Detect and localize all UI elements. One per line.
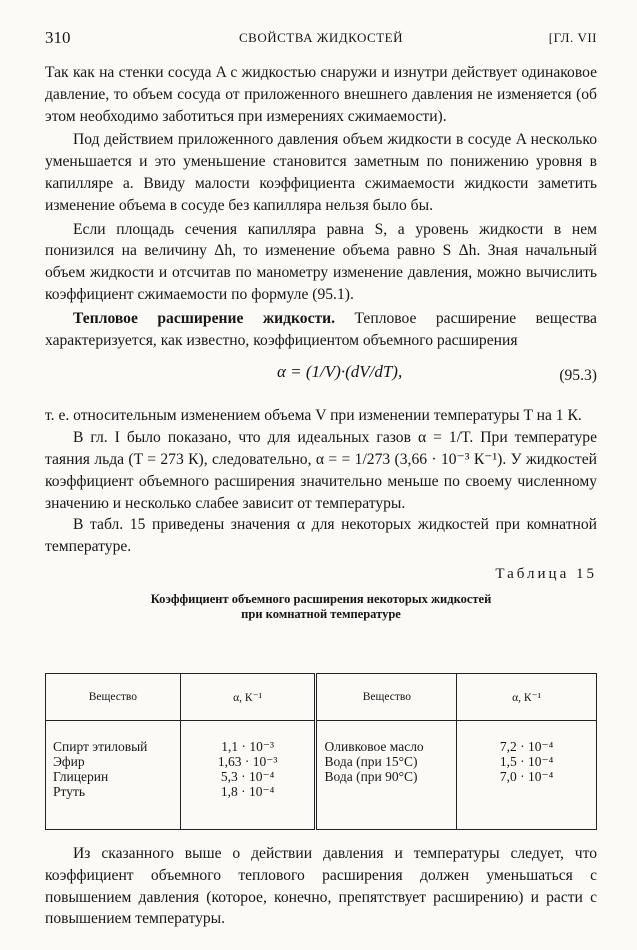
section-paragraph — [45, 308, 597, 352]
paragraph: Под действием приложенного давления объем жидкости в сосуде A несколько уменьшается и это уменьшение становится заметным по понижению уровня в капилляре a. Ввиду малости коэффициента сжимаемости жидкости заметить изменение объема в сосуде без капилляра нельзя было бы. — [45, 131, 597, 214]
paragraph: т. е. относительным изменением объема V при изменении температуры T на 1 К. — [45, 407, 582, 425]
running-title: СВОЙСТВА ЖИДКОСТЕЙ — [239, 30, 403, 45]
paragraph: В гл. I было показано, что для идеальных газов α = 1/T. При температуре таяния льда (T = 273 К), следовательно, α = = 1/273 (3,66 · 10⁻³ К⁻¹). У жидкостей коэффициент объемного расширения значительно меньше по своему численному значению и несколько слабее зависит от температуры. — [45, 429, 597, 512]
page-number: 310 — [45, 28, 71, 47]
substance-name: Спирт этиловый — [53, 739, 148, 754]
substance-name: Вода (при 90°C) — [324, 769, 418, 784]
table-title — [45, 592, 597, 622]
paragraph: Так как на стенки сосуда A с жидкостью снаружи и изнутри действует одинаковое давление, то объем сосуда от приложенного внешнего давления не изменяется (об этом необходимо заботиться при измерениях сжимаемости). — [45, 64, 597, 125]
data-table — [45, 673, 597, 830]
table-header-row — [46, 674, 597, 721]
coefficient-value: 7,2 · 10⁻⁴ — [499, 739, 554, 754]
substance-name: Эфир — [53, 754, 85, 769]
section-text: Тепловое расширение вещества характеризуется, как известно, коэффициентом объемного расширения — [45, 309, 597, 349]
coefficient-value: 5,3 · 10⁻⁴ — [220, 769, 275, 784]
substance-name: Вода (при 15°C) — [324, 754, 418, 769]
final-text — [45, 843, 597, 930]
table-cell — [316, 721, 457, 830]
substance-name: Глицерин — [53, 769, 109, 784]
paragraph: Если площадь сечения капилляра равна S, а уровень жидкости в нем понизился на величину Δh, то изменение объема равно S Δh. Зная начальный объем жидкости и отсчитав по манометру изменение давления, можно вычислить коэффициент сжимаемости по формуле (95.1). — [45, 220, 597, 303]
coefficient-value: 1,5 · 10⁻⁴ — [499, 754, 554, 769]
coefficient-value: 7,0 · 10⁻⁴ — [499, 769, 554, 784]
table-row — [46, 721, 597, 830]
page-header — [45, 28, 597, 50]
table-title-line: Коэффициент объемного расширения некоторых жидкостей — [150, 591, 492, 606]
table-header: Вещество — [46, 674, 181, 721]
table-cell — [457, 721, 597, 830]
chapter-label: [ГЛ. VII — [548, 30, 597, 45]
table-caption: Таблица 15 — [495, 565, 597, 582]
substance-name: Ртуть — [53, 784, 86, 799]
body-text — [45, 62, 597, 622]
table-cell — [46, 721, 181, 830]
formula-expression: α = (1/V)·(dV/dT), — [277, 362, 403, 382]
table-cell — [180, 721, 316, 830]
coefficient-value: 1,63 · 10⁻³ — [217, 754, 278, 769]
table-header: Вещество — [316, 674, 457, 721]
paragraph: Из сказанного выше о действии давления и температуры следует, что коэффициент объемного теплового расширения должен уменьшаться с повышением давления (которое, конечно, препятствует расширению) и расти с повышением температуры. — [45, 845, 597, 928]
paragraph: В табл. 15 приведены значения α для некоторых жидкостей при комнатной температуре. — [45, 516, 597, 556]
formula-number: (95.3) — [559, 367, 597, 385]
formula-95-3 — [45, 353, 597, 401]
section-heading: Тепловое расширение жидкости. — [73, 309, 336, 327]
table-header: α, К⁻¹ — [457, 674, 597, 721]
table-header: α, К⁻¹ — [180, 674, 316, 721]
table-title-line: при комнатной температуре — [241, 606, 401, 621]
substance-name: Оливковое масло — [324, 739, 424, 754]
coefficient-value: 1,1 · 10⁻³ — [221, 739, 275, 754]
coefficient-value: 1,8 · 10⁻⁴ — [220, 784, 275, 799]
